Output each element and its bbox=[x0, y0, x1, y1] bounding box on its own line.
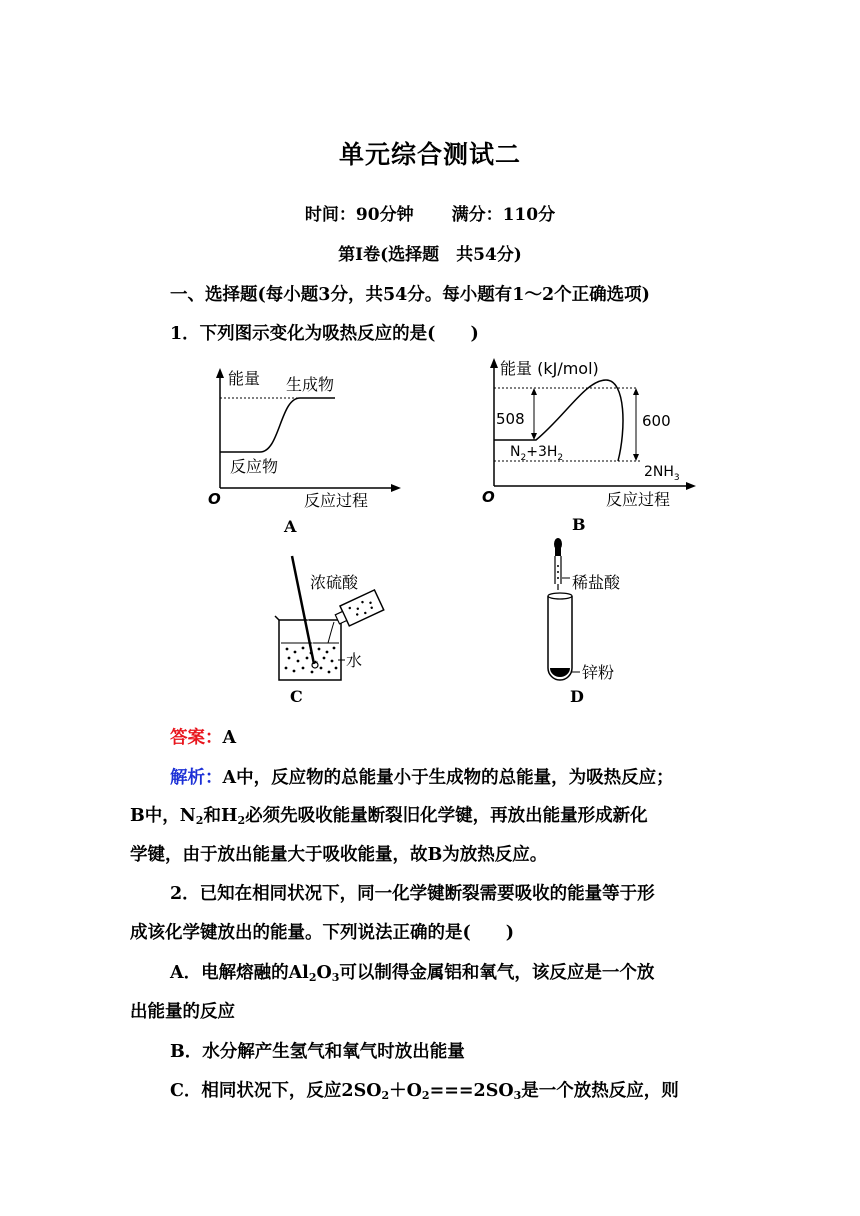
figure-d-test-tube-illustration bbox=[530, 532, 650, 710]
exam-meta bbox=[0, 200, 860, 225]
figure-b-xlabel: 反应过程 bbox=[606, 490, 671, 509]
answer-value: A bbox=[222, 728, 237, 748]
question-2-option-b: B．水分解产生氢气和氧气时放出能量 bbox=[170, 1042, 465, 1062]
section-heading: 第Ⅰ卷(选择题 共54分) bbox=[338, 245, 522, 265]
figure-a-ylabel: 能量 bbox=[228, 369, 261, 388]
part-heading: 一、选择题(每小题3分，共54分。每小题有1～2个正确选项) bbox=[170, 285, 650, 305]
analysis-text-1: A中，反应物的总能量小于生成物的总能量，为吸热反应； bbox=[222, 768, 674, 788]
figure-a-origin: O bbox=[208, 490, 221, 508]
figure-b-product-label: $2NH_3$ bbox=[644, 464, 680, 483]
analysis-label: 解析： bbox=[170, 768, 223, 788]
figure-d-caption: D bbox=[570, 687, 584, 706]
figure-a-product-label: 生成物 bbox=[286, 375, 335, 394]
analysis-line-2: B中，$N_2$和$H_2$必须先吸收能量断裂旧化学键，再放出能量形成新化 bbox=[130, 806, 648, 827]
answer-label: 答案： bbox=[170, 728, 223, 748]
figure-d-reagent-label: 稀盐酸 bbox=[572, 573, 621, 592]
question-2-stem-line-2: 成该化学键放出的能量。下列说法正确的是( ) bbox=[130, 923, 515, 943]
figure-b-energy-diagram bbox=[476, 350, 706, 540]
question-2-option-a: A．电解熔融的$Al_2O_3$可以制得金属铝和氧气，该反应是一个放 bbox=[170, 963, 655, 984]
figure-a-reactant-label: 反应物 bbox=[230, 457, 279, 476]
figure-c-reagent-label: 浓硫酸 bbox=[310, 573, 359, 592]
time-limit: 时间：90分钟 bbox=[304, 205, 414, 225]
analysis-line-3: 学键，由于放出能量大于吸收能量，故B为放热反应。 bbox=[130, 845, 548, 865]
figure-b-caption: B bbox=[572, 515, 586, 534]
figure-b-ylabel: 能量 (kJ/mol) bbox=[500, 359, 599, 378]
figure-b-value-600: 600 bbox=[642, 412, 671, 430]
figure-b-reactant-label: $N_2+3H_2$ bbox=[510, 444, 564, 463]
full-score: 满分：110分 bbox=[451, 205, 556, 225]
question-1-stem: 1．下列图示变化为吸热反应的是( ) bbox=[170, 324, 479, 344]
figure-b-origin: O bbox=[482, 488, 495, 506]
figure-c-liquid-label: 水 bbox=[346, 651, 363, 670]
figure-d-solid-label: 锌粉 bbox=[582, 663, 615, 682]
figure-a-caption: A bbox=[284, 517, 297, 536]
answer-line bbox=[170, 724, 236, 749]
figure-a-energy-diagram bbox=[200, 360, 410, 540]
figure-c-beaker-illustration bbox=[262, 548, 442, 710]
analysis-line-1 bbox=[170, 764, 674, 789]
figure-b-value-508: 508 bbox=[496, 410, 525, 428]
question-2-option-a-continued: 出能量的反应 bbox=[130, 1002, 235, 1022]
figure-a-xlabel: 反应过程 bbox=[304, 491, 369, 510]
question-2-stem-line-1: 2．已知在相同状况下，同一化学键断裂需要吸收的能量等于形 bbox=[170, 884, 655, 904]
question-2-option-c: C．相同状况下，反应$2SO_2+O_2===2SO_3$是一个放热反应，则 bbox=[170, 1081, 679, 1102]
figure-c-caption: C bbox=[290, 687, 303, 706]
page-title: 单元综合测试二 bbox=[338, 140, 521, 169]
